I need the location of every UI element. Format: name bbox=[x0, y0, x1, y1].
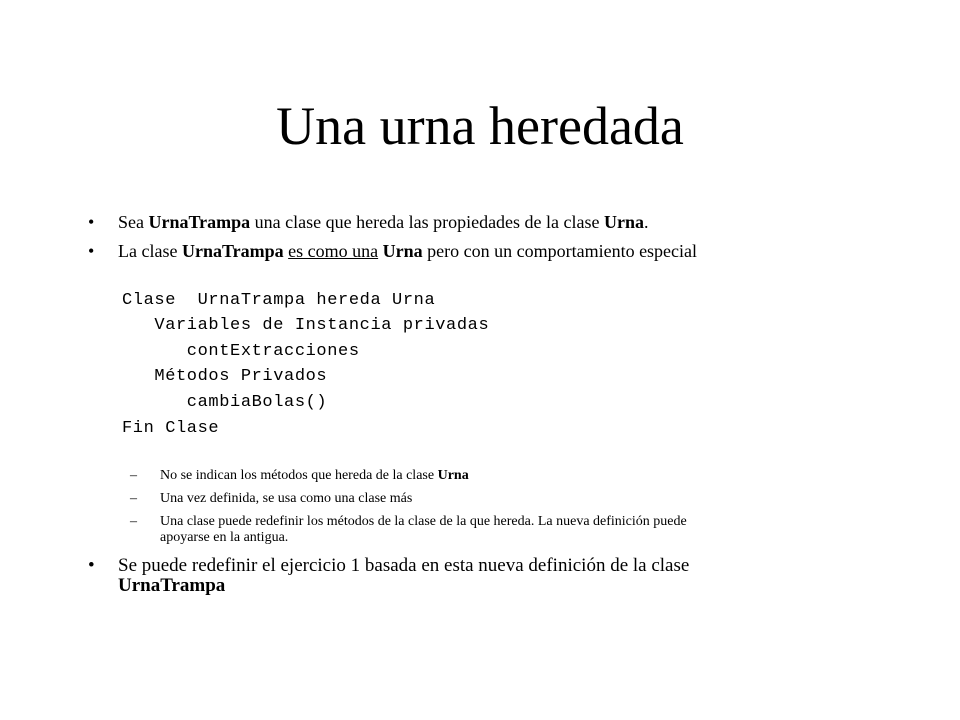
bullet-text: Sea UrnaTrampa una clase que hereda las propiedades de la clase Urna. bbox=[118, 212, 649, 232]
code-line-3: contExtracciones bbox=[122, 342, 360, 361]
dash-marker: – bbox=[130, 514, 137, 529]
code-line-4: Métodos Privados bbox=[122, 367, 328, 386]
sub-text: Una clase puede redefinir los métodos de la clase de la que hereda. La nueva definición puede apoyarse en la antigua. bbox=[160, 514, 687, 545]
dash-marker: – bbox=[130, 491, 137, 506]
code-line-2: Variables de Instancia privadas bbox=[122, 316, 490, 335]
bullet-text: La clase UrnaTrampa es como una Urna pero con un comportamiento especial bbox=[118, 241, 698, 261]
code-line-5: cambiaBolas() bbox=[122, 393, 328, 412]
dash-marker: – bbox=[130, 468, 137, 483]
bullet-dot: • bbox=[88, 212, 95, 232]
code-line-6: Fin Clase bbox=[122, 419, 220, 438]
bullet-dot: • bbox=[88, 241, 95, 261]
bullet-dot: • bbox=[88, 555, 95, 576]
bullet-text: Se puede redefinir el ejercicio 1 basada en esta nueva definición de la clase UrnaTrampa bbox=[118, 555, 690, 596]
sub-text: Una vez definida, se usa como una clase más bbox=[160, 491, 413, 506]
sub-text: No se indican los métodos que hereda de la clase Urna bbox=[160, 468, 469, 483]
slide-title: Una urna heredada bbox=[276, 96, 684, 156]
code-line-1: Clase UrnaTrampa hereda Urna bbox=[122, 291, 436, 310]
